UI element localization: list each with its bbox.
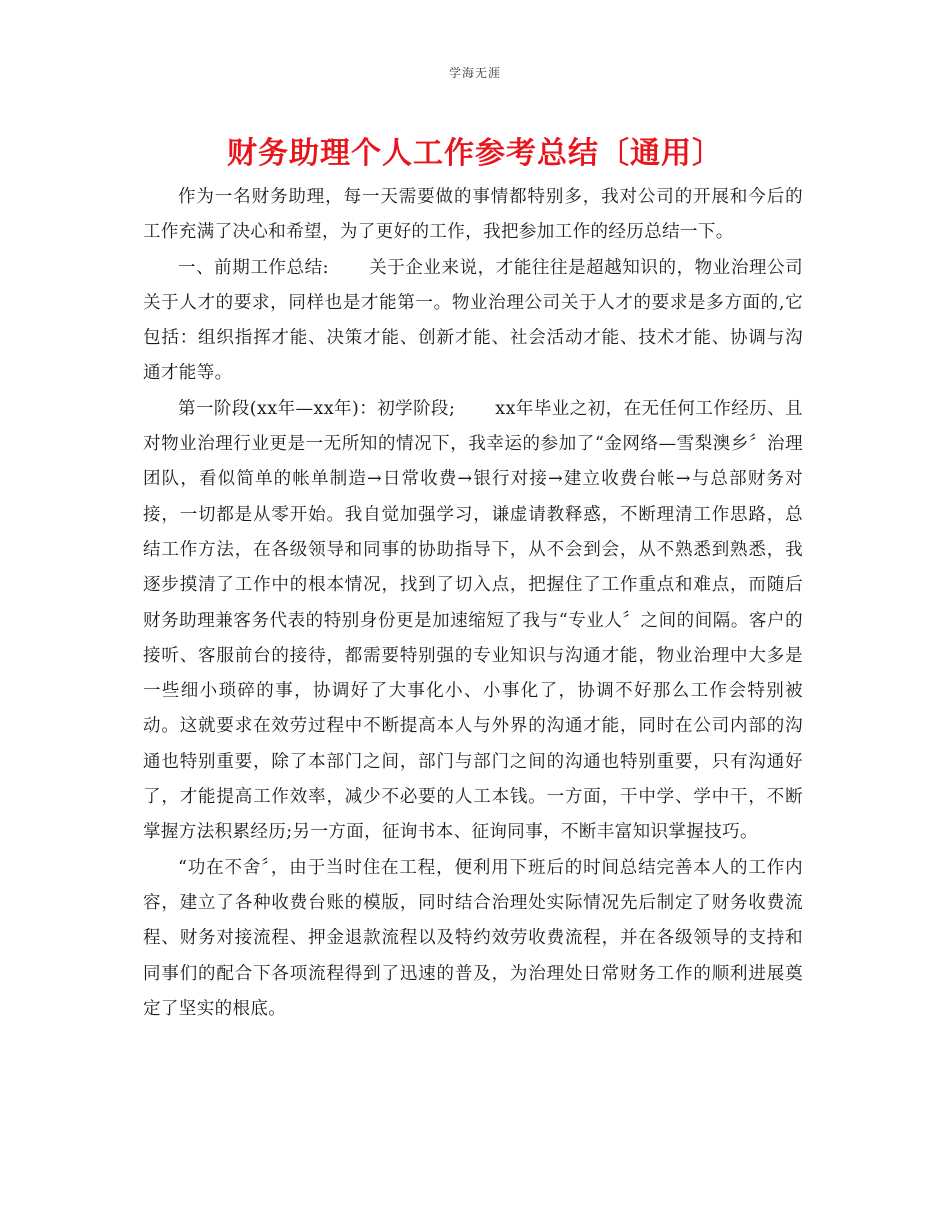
paragraph-section-one [143,251,803,392]
page-header: 学海无涯 [448,66,501,80]
document-body [143,180,803,1027]
paragraph-stage-one [143,392,803,851]
paragraph-lead: 第一阶段(xx年—xx年)：初学阶段; [178,398,456,419]
paragraph-persistence [143,851,803,1027]
paragraph-text: “功在不舍〞，由于当时住在工程，便利用下班后的时间总结完善本人的工作内容，建立了各种收费台账的模版，同时结合治理处实际情况先后制定了财务收费流程、财务对接流程、押金退款流程以及特约效劳收费流程，并在各级领导的支持和同事们的配合下各项流程得到了迅速的普及，为治理处日常财务工作的顺利进展奠定了坚实的根底。 [143,857,803,1019]
paragraph-text: 关于企业来说，才能往往是超越知识的，物业治理公司关于人才的要求，同样也是才能第一。物业治理公司关于人才的要求是多方面的,它包括：组织指挥才能、决策才能、创新才能、社会活动才能、技术才能、协调与沟通才能等。 [143,257,803,384]
paragraph-text: xx年毕业之初，在无任何工作经历、且对物业治理行业更是一无所知的情况下，我幸运的参加了“金网络—雪梨澳乡〞治理团队，看似简单的帐单制造→日常收费→银行对接→建立收费台帐→与总部财务对接，一切都是从零开始。我自觉加强学习，谦虚请教释惑，不断理清工作思路，总结工作方法，在各级领导和同事的协助指导下，从不会到会，从不熟悉到熟悉，我逐步摸清了工作中的根本情况，找到了切入点，把握住了工作重点和难点，而随后财务助理兼客务代表的特别身份更是加速缩短了我与“专业人〞之间的间隔。客户的接听、客服前台的接待，都需要特别强的专业知识与沟通才能，物业治理中大多是一些细小琐碎的事，协调好了大事化小、小事化了，协调不好那么工作会特别被动。这就要求在效劳过程中不断提高本人与外界的沟通才能，同时在公司内部的沟通也特别重要，除了本部门之间，部门与部门之间的沟通也特别重要，只有沟通好了，才能提高工作效率，减少不必要的人工本钱。一方面，干中学、学中干，不断掌握方法积累经历;另一方面，征询书本、征询同事，不断丰富知识掌握技巧。 [143,398,803,843]
paragraph-lead: 一、前期工作总结: [178,257,329,278]
paragraph-text: 作为一名财务助理，每一天需要做的事情都特别多，我对公司的开展和今后的工作充满了决心和希望，为了更好的工作，我把参加工作的经历总结一下。 [143,187,803,243]
paragraph-intro [143,180,803,251]
document-title: 财务助理个人工作参考总结〔通用〕 [227,136,723,171]
